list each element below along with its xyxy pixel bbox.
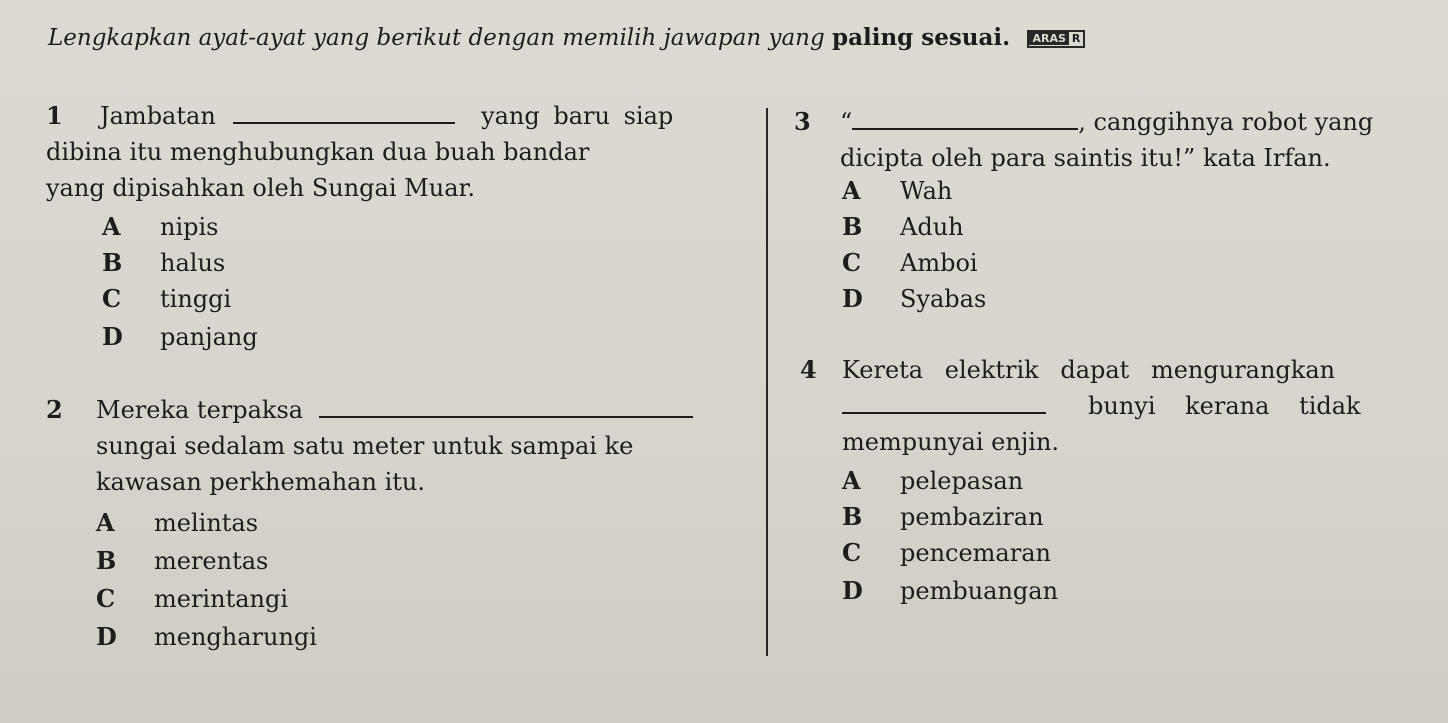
option-text: pelepasan (900, 467, 1024, 495)
option-text: merintangi (154, 585, 289, 613)
option-letter: A (842, 466, 861, 495)
option-3a[interactable] (842, 176, 952, 205)
instruction-emphasis: paling sesuai. (832, 24, 1011, 51)
option-letter: B (102, 248, 123, 277)
option-2a[interactable] (96, 508, 258, 537)
option-text: tinggi (160, 285, 232, 313)
option-letter: C (842, 248, 862, 277)
option-text: Wah (900, 177, 953, 205)
badge-code: R (1071, 32, 1081, 45)
option-1d[interactable] (102, 322, 258, 351)
question-text: yang dipisahkan oleh Sungai Muar. (46, 174, 475, 202)
question-text: Kereta elektrik dapat mengurangkan (842, 356, 1336, 384)
answer-blank[interactable] (233, 102, 455, 124)
badge-level: ARAS (1029, 32, 1068, 45)
question-number: 3 (794, 107, 811, 136)
option-3d[interactable] (842, 284, 986, 313)
option-2c[interactable] (96, 584, 288, 613)
option-text: merentas (154, 547, 269, 575)
option-letter: D (842, 576, 863, 605)
option-letter: A (102, 212, 121, 241)
option-text: pembaziran (900, 503, 1044, 531)
option-letter: A (96, 508, 115, 537)
question-3 (794, 104, 1434, 176)
question-text: bunyi kerana tidak (1088, 392, 1361, 420)
option-1c[interactable] (102, 284, 231, 313)
question-4 (800, 352, 1440, 460)
question-number: 1 (46, 101, 63, 130)
question-text: kawasan perkhemahan itu. (96, 468, 425, 496)
option-letter: C (102, 284, 122, 313)
option-4c[interactable] (842, 538, 1051, 567)
question-text: “ (840, 108, 853, 136)
question-text: mempunyai enjin. (842, 428, 1060, 456)
option-2d[interactable] (96, 622, 317, 651)
question-1 (46, 98, 736, 206)
level-badge (1027, 30, 1085, 48)
question-text: Jambatan (100, 102, 216, 130)
question-text: , canggihnya robot yang (1078, 108, 1374, 136)
option-letter: D (96, 622, 117, 651)
option-1b[interactable] (102, 248, 225, 277)
question-text: dibina itu menghubungkan dua buah bandar (46, 138, 590, 166)
option-text: panjang (160, 323, 258, 351)
option-letter: B (842, 212, 863, 241)
option-text: mengharungi (154, 623, 317, 651)
answer-blank[interactable] (319, 396, 693, 418)
option-letter: A (842, 176, 861, 205)
option-4d[interactable] (842, 576, 1058, 605)
option-3b[interactable] (842, 212, 964, 241)
question-number: 2 (46, 395, 63, 424)
option-text: halus (160, 249, 226, 277)
option-letter: D (842, 284, 863, 313)
question-text: sungai sedalam satu meter untuk sampai ke (96, 432, 634, 460)
option-letter: C (842, 538, 862, 567)
option-text: Aduh (900, 213, 964, 241)
option-text: Amboi (900, 249, 978, 277)
option-4a[interactable] (842, 466, 1023, 495)
option-letter: C (96, 584, 116, 613)
instruction-main: Lengkapkan ayat-ayat yang berikut dengan memilih jawapan yang (48, 25, 832, 51)
option-2b[interactable] (96, 546, 268, 575)
question-text: dicipta oleh para saintis itu!” kata Irfan. (840, 144, 1331, 172)
answer-blank[interactable] (852, 108, 1078, 130)
option-letter: D (102, 322, 123, 351)
option-1a[interactable] (102, 212, 219, 241)
instruction-text (48, 24, 1085, 51)
question-number: 4 (800, 355, 817, 384)
option-4b[interactable] (842, 502, 1044, 531)
question-text: yang baru siap (481, 102, 674, 130)
option-text: pencemaran (900, 539, 1051, 567)
question-2 (46, 392, 746, 500)
option-letter: B (842, 502, 863, 531)
option-text: nipis (160, 213, 219, 241)
option-text: pembuangan (900, 577, 1059, 605)
question-text: Mereka terpaksa (96, 396, 304, 424)
answer-blank[interactable] (842, 392, 1046, 414)
option-3c[interactable] (842, 248, 978, 277)
column-divider (766, 108, 768, 656)
option-text: Syabas (900, 285, 987, 313)
option-letter: B (96, 546, 117, 575)
option-text: melintas (154, 509, 259, 537)
